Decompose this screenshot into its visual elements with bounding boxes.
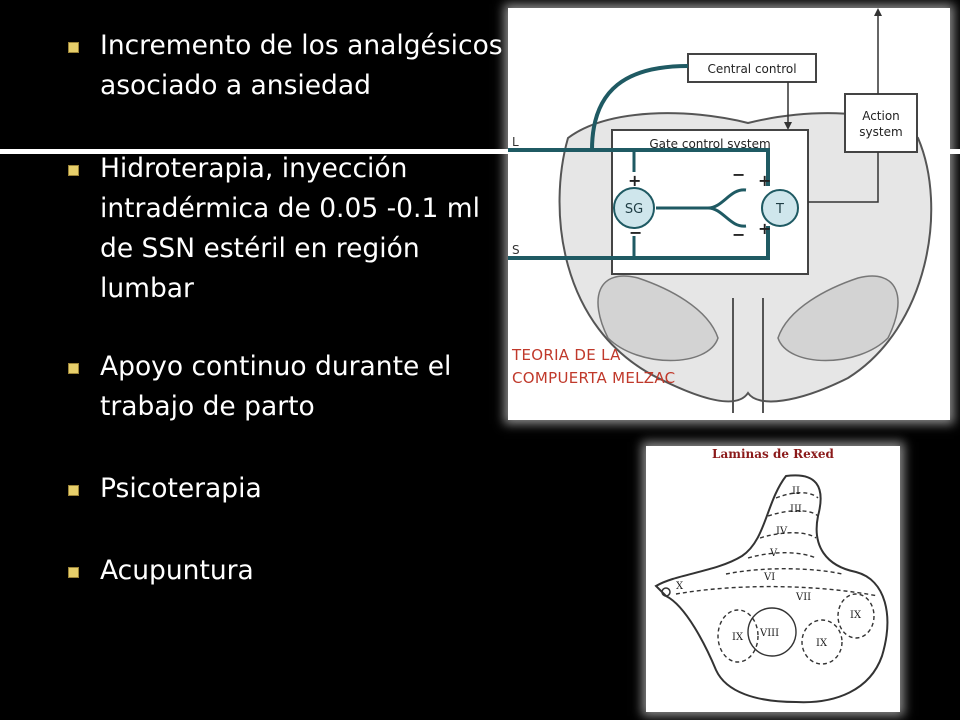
plus-icon: + bbox=[628, 171, 642, 190]
gray-matter-outline bbox=[656, 475, 887, 702]
t-label: T bbox=[776, 202, 784, 217]
bullet-marker-icon bbox=[68, 42, 79, 53]
action-system-label-1: Action bbox=[862, 109, 900, 123]
minus-icon: − bbox=[629, 223, 643, 242]
bullet-item bbox=[60, 551, 510, 591]
lamina-label: VI bbox=[764, 572, 776, 583]
fiber-s-label: S bbox=[512, 243, 520, 257]
lamina-label: VII bbox=[796, 592, 812, 603]
bullet-text: Acupuntura bbox=[100, 555, 254, 586]
fiber-l-label: L bbox=[512, 135, 519, 149]
bullet-text: Hidroterapia, inyección intradérmica de 0.05 -0.1 ml de SSN estéril en región lumbar bbox=[100, 153, 480, 304]
bullet-item bbox=[60, 149, 510, 309]
lamina-label: X bbox=[676, 581, 684, 592]
minus-icon: − bbox=[732, 165, 746, 184]
action-system-label-2: system bbox=[859, 125, 903, 139]
figure-caption bbox=[512, 344, 675, 390]
lamina-label: IX bbox=[816, 638, 828, 649]
lamina-label: IX bbox=[850, 610, 862, 621]
lamina-label: VIII bbox=[760, 628, 780, 639]
action-system-box bbox=[845, 94, 917, 152]
rexed-laminae-figure bbox=[646, 446, 900, 712]
bullet-item bbox=[60, 347, 510, 427]
bullet-item bbox=[60, 26, 510, 106]
caption-line-2: COMPUERTA MELZAC bbox=[512, 369, 676, 387]
lamina-label: II bbox=[792, 486, 800, 497]
rexed-title: Laminas de Rexed bbox=[712, 447, 834, 461]
sg-label: SG bbox=[624, 202, 644, 217]
bullet-marker-icon bbox=[68, 567, 79, 578]
lamina-label: IV bbox=[776, 526, 788, 537]
caption-line-1: TEORIA DE LA bbox=[512, 346, 621, 364]
gate-control-label: Gate control system bbox=[649, 137, 771, 151]
lamina-label: IX bbox=[732, 632, 744, 643]
bullet-marker-icon bbox=[68, 165, 79, 176]
minus-icon: − bbox=[732, 225, 746, 244]
bullet-text: Psicoterapia bbox=[100, 473, 262, 504]
plus-icon: + bbox=[758, 219, 772, 238]
lamina-label: V bbox=[770, 548, 778, 559]
bullet-text: Apoyo continuo durante el trabajo de parto bbox=[100, 351, 452, 422]
bullet-marker-icon bbox=[68, 363, 79, 374]
arrowhead-icon bbox=[874, 8, 882, 16]
bullet-item bbox=[60, 469, 510, 509]
plus-icon: + bbox=[758, 171, 772, 190]
bullet-list bbox=[60, 26, 510, 591]
bullet-text: Incremento de los analgésicos asociado a ansiedad bbox=[100, 30, 503, 101]
bullet-marker-icon bbox=[68, 485, 79, 496]
lamina-label: III bbox=[790, 504, 802, 515]
central-control-label: Central control bbox=[707, 62, 797, 76]
rexed-laminae-diagram bbox=[646, 446, 900, 712]
